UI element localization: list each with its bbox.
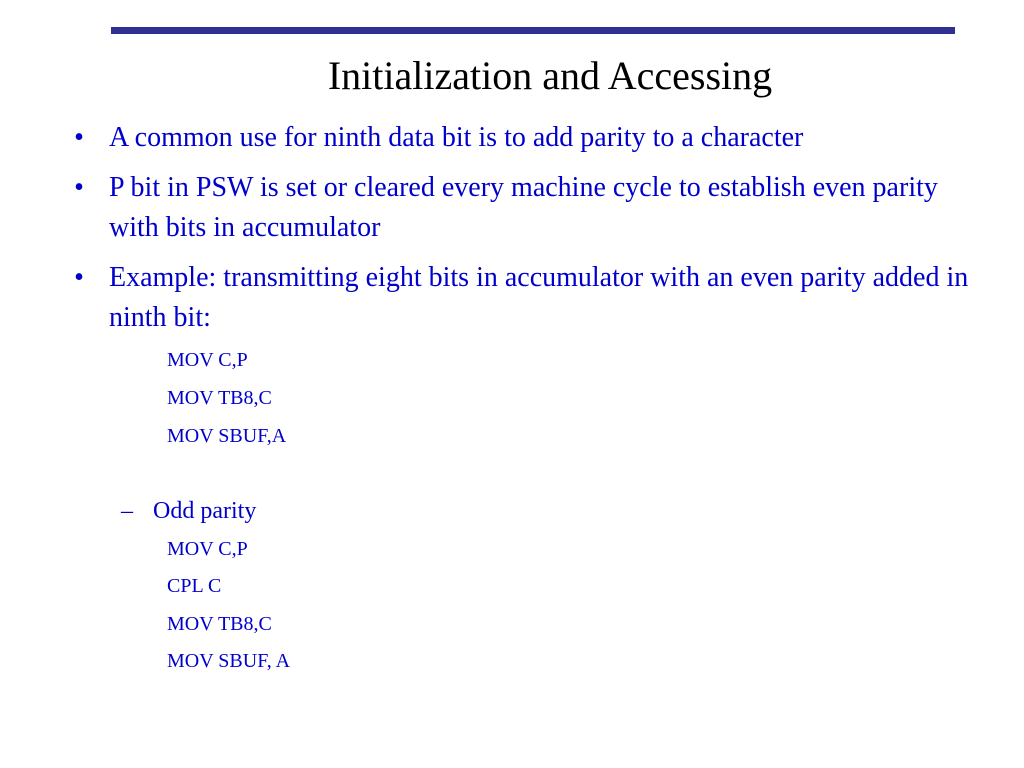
sub-item-text: Odd parity <box>153 498 257 524</box>
code-line: CPL C <box>167 575 222 597</box>
bullet-text: Example: transmitting eight bits in accumulator with an even parity added in ninth bit: <box>109 262 969 333</box>
sub-item-odd-parity <box>121 496 257 526</box>
code-line: MOV TB8,C <box>167 387 272 409</box>
bullet-item-2 <box>74 168 989 248</box>
code-line: MOV TB8,C <box>167 613 272 635</box>
bullet-item-1 <box>74 118 989 158</box>
bullet-text: A common use for ninth data bit is to add parity to a character <box>109 122 804 153</box>
bullet-marker: • <box>74 122 84 153</box>
bullet-text: P bit in PSW is set or cleared every machine cycle to establish even parity with bits in accumulator <box>109 172 938 243</box>
sub-marker: – <box>121 498 133 524</box>
slide-title: Initialization and Accessing <box>327 53 773 98</box>
code-line: MOV SBUF, A <box>167 650 291 672</box>
bullet-marker: • <box>74 262 84 293</box>
bullet-item-3 <box>74 258 989 338</box>
code-line: MOV SBUF,A <box>167 425 287 447</box>
code-line: MOV C,P <box>167 349 248 371</box>
code-line: MOV C,P <box>167 538 248 560</box>
bullet-marker: • <box>74 172 84 203</box>
